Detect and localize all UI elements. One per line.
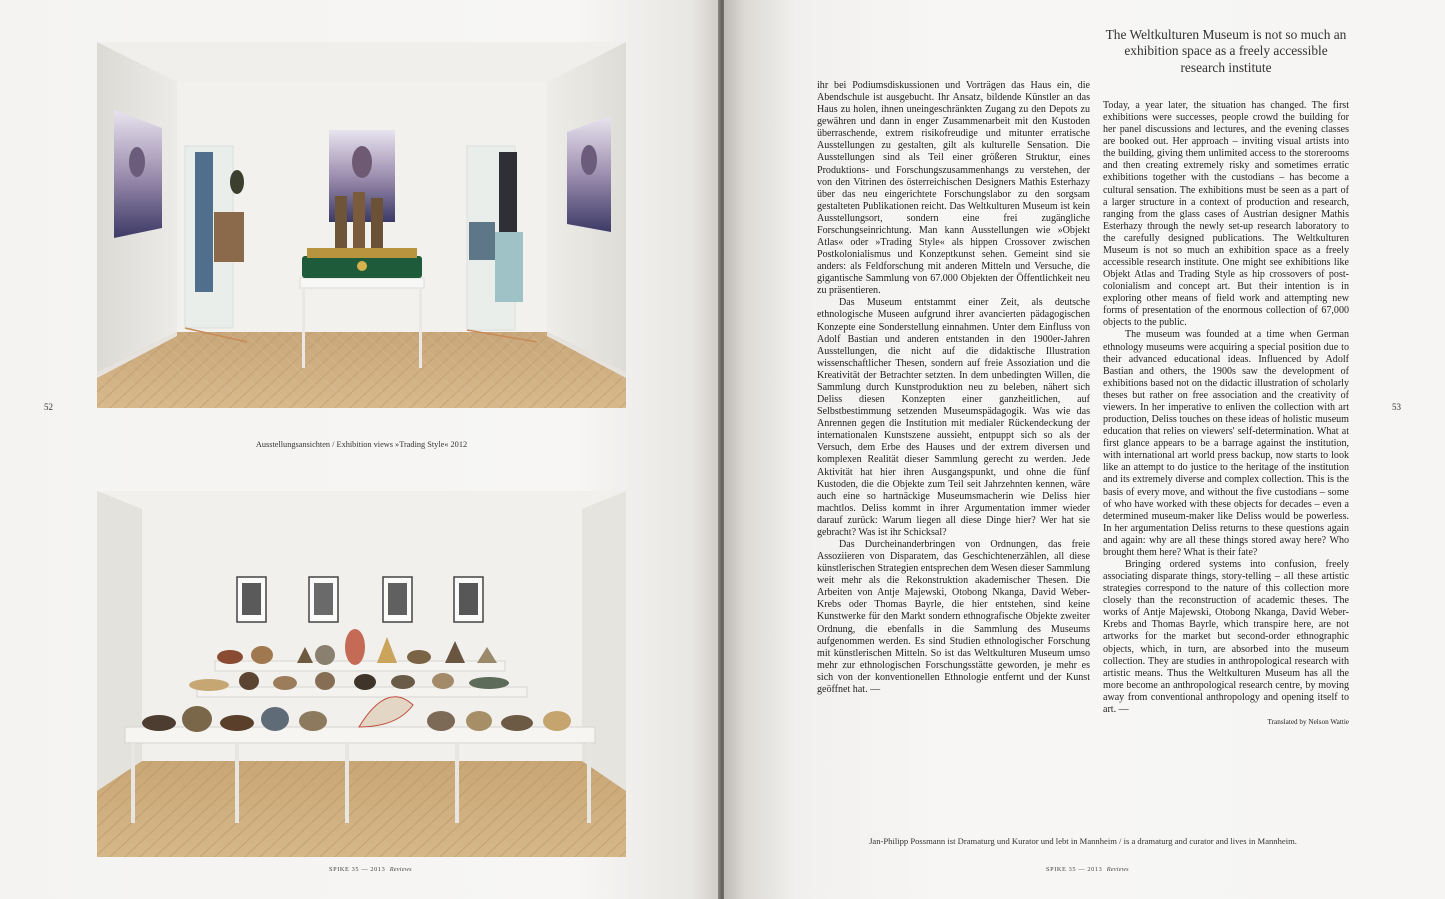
english-paragraph: Today, a year later, the situation has changed. The first exhibitions were successes, people crowd the building for her panel discussions and lectures, and the evening classes are booked out. Her approach – inviting visual artists into the building, giving them unlimited access to the storerooms and then creating extremely risky and sometimes erratic exhibitions together with the custodians – has become a cultural sensation. The exhibitions must be seen as a part of a larger structure in a context of production and research, ranging from the glass cases of Austrian designer Mathis Esterhazy through the newly set-up research laboratory to the carefully designed publications. The Weltkulturen Museum is not so much an exhibition space as a freely accessible research institute. One might see exhibitions like Objekt Atlas and Trading Style as hip crossovers of post-colonialism and concept art. But their intention is in exploring other means of field work and attempting new forms of presentation of the enormous collection of 67,000 objects to the public.: [1103, 100, 1349, 329]
english-paragraph: Bringing ordered systems into confusion, freely associating disparate things, story-telling – all these artistic strategies correspond to the nature of this collection more closely than the reconstruction of academic theses. The works of Antje Majewski, Otobong Nkanga, David Weber-Krebs and Thomas Bayrle, which transpire here, are not artworks for the market but second-order ethnographic objects, which, in turn, are absorbed into the museum collection. They are studies in anthropological research with artistic means. Thus the Weltkulturen Museum has all the more become an anthropological research centre, by moving away from conventional anthropology and opening itself to art. —: [1103, 558, 1349, 715]
german-text-column: [817, 80, 1090, 696]
right-page: [724, 0, 1445, 899]
english-paragraph: The museum was founded at a time when German ethnology museums were acquiring a special position due to their advanced educational ideas. Influenced by Adolf Bastian and others, the 1900s saw the development of exhibitions based not on the didactic illustration of scholarly theses but rather on free association and the creativity of viewers. In her imperative to enliven the collection with art production, Deliss touches on these ideas of holistic museum education that relies on viewers' self-determination. What at first glance appears to be a barrage against the institution, with international art world press backup, now starts to look like an attempt to do justice to the heritage of the institution and its extremely diverse and complex collection. This is the basis of every move, and without the five custodians – some of who have worked with these objects for decades – even a determined museum-maker like Deliss would be powerless. In her argumentation Deliss returns to these questions again and again: why are all these things stored away here? Who brought them here? What is their fate?: [1103, 329, 1349, 558]
german-paragraph: Das Durcheinanderbringen von Ordnungen, das freie Assoziieren von Disparatem, das Geschichtenerzählen, all diese künstlerischen Strategien entsprechen dem Wesen dieser Sammlung weit mehr als die Rekonstruktion akademischer Thesen. Die Arbeiten von Antje Majewski, Otobong Nkanga, David Weber-Krebs oder Thomas Bayrle, die hier entstehen, sind keine Kunstwerke für den Markt sondern ethnografische Objekte zweiter Ordnung, die ebenfalls in die Sammlung des Museums aufgenommen werden. Es sind Studien ethnologischer Forschung mit künstlerischen Mitteln. So ist das Weltkulturen Museum umso mehr zur ethnologischen Forschungsstätte geworden, je mehr es sich von der konventionellen Ethnologie entfernt und der Kunst geöffnet hat. —: [817, 538, 1090, 695]
footer-section: Reviews: [389, 866, 412, 873]
footer-magazine: SPIKE 35 — 2013: [1046, 866, 1103, 873]
footer-left: [329, 866, 412, 873]
footer-magazine: SPIKE 35 — 2013: [329, 866, 386, 873]
footer-section: Reviews: [1106, 866, 1129, 873]
left-page: [0, 0, 720, 899]
photo-caption: Ausstellungsansichten / Exhibition views »Trading Style« 2012: [255, 440, 468, 449]
german-paragraph: Das Museum entstammt einer Zeit, als deutsche ethnologische Museen aufgrund ihrer avancierten pädagogischen Konzepte eine Sonderstellung einnahmen. Unter dem Einfluss von Adolf Bastian und anderen entstanden in den 1900er-Jahren Ausstellungen, die nicht auf die didaktische Illustration wissenschaftlicher Thesen, sondern auf freie Assoziation und die Kreativität der Betrachter setzten. In dem unbedingten Willen, die Sammlung durch Kunstproduktion neu zu beleben, nähert sich Deliss diesen Konzepten einer ganzheitlichen, auf Selbstbestimmung setzenden Museumspädagogik. Was wie das Anrennen gegen die Institution mit medialer Rückendeckung der internationalen Kunstszene aussieht, entpuppt sich so als der Versuch, dem Erbe des Hauses und der extrem diversen und komplexen Realität dieser Sammlung gerecht zu werden. Jede Aktivität hat hier ihren Ausgangspunkt, und ohne die fünf Kustoden, die die Objekte zum Teil seit Jahrzehnten kennen, wäre auch eine so hartnäckige Museumsmacherin wie Deliss hier machtlos. Deliss kommt in ihrer Argumentation immer wieder darauf zurück: Warum liegen all diese Dinge hier? Wer hat sie gebracht? Was ist ihr Schicksal?: [817, 297, 1090, 538]
english-text-column: [1103, 100, 1349, 728]
page-number-left: 52: [44, 402, 53, 412]
exhibition-photo-hats-on-tables: [97, 491, 626, 857]
german-paragraph: ihr bei Podiumsdiskussionen und Vorträgen das Haus ein, die Abendschule ist ausgebucht. Ihr Ansatz, bildende Künstler an das Haus zu holen, ihnen uneingeschränkten Zugang zu den Depots zu gewähren und dann in enger Zusammenarbeit mit den Kustoden überraschende, extrem risikofreudige und mitunter erratische Ausstellungen zu gestalten, gilt als kulturelle Sensation. Die Ausstellungen sind als Teil einer größeren Struktur, eines Produktions- und Forschungszusammenhangs zu verstehen, der von den Vitrinen des österreichischen Designers Mathis Esterhazy über das neu eingerichtete Forschungslabor zu den sorgsam gestalteten Publikationen reicht. Das Weltkulturen Museum ist kein Ausstellungsort, sondern eine frei zugängliche Forschungseinrichtung. Man kann Ausstellungen wie »Objekt Atlas« oder »Trading Style« als hippen Crossover zwischen Postkolonialismus und Konzeptkunst sehen. Gemeint sind sie anders: als Feldforschung mit anderen Mitteln und Versuche, die gigantische Sammlung von 67.000 Objekten der Öffentlichkeit neu zu präsentieren.: [817, 80, 1090, 297]
footer-right: [1046, 866, 1129, 873]
pull-quote: The Weltkulturen Museum is not so much an exhibition space as a freely accessible research institute: [1105, 27, 1347, 75]
page-number-right: 53: [1392, 402, 1401, 412]
translator-credit: Translated by Nelson Wattie: [1267, 717, 1349, 726]
author-bio: Jan-Philipp Possmann ist Dramaturg und Kurator und lebt in Mannheim / is a dramaturg and curator and lives in Mannheim.: [869, 836, 1297, 846]
exhibition-photo-trading-style-vitrines: [97, 42, 626, 408]
